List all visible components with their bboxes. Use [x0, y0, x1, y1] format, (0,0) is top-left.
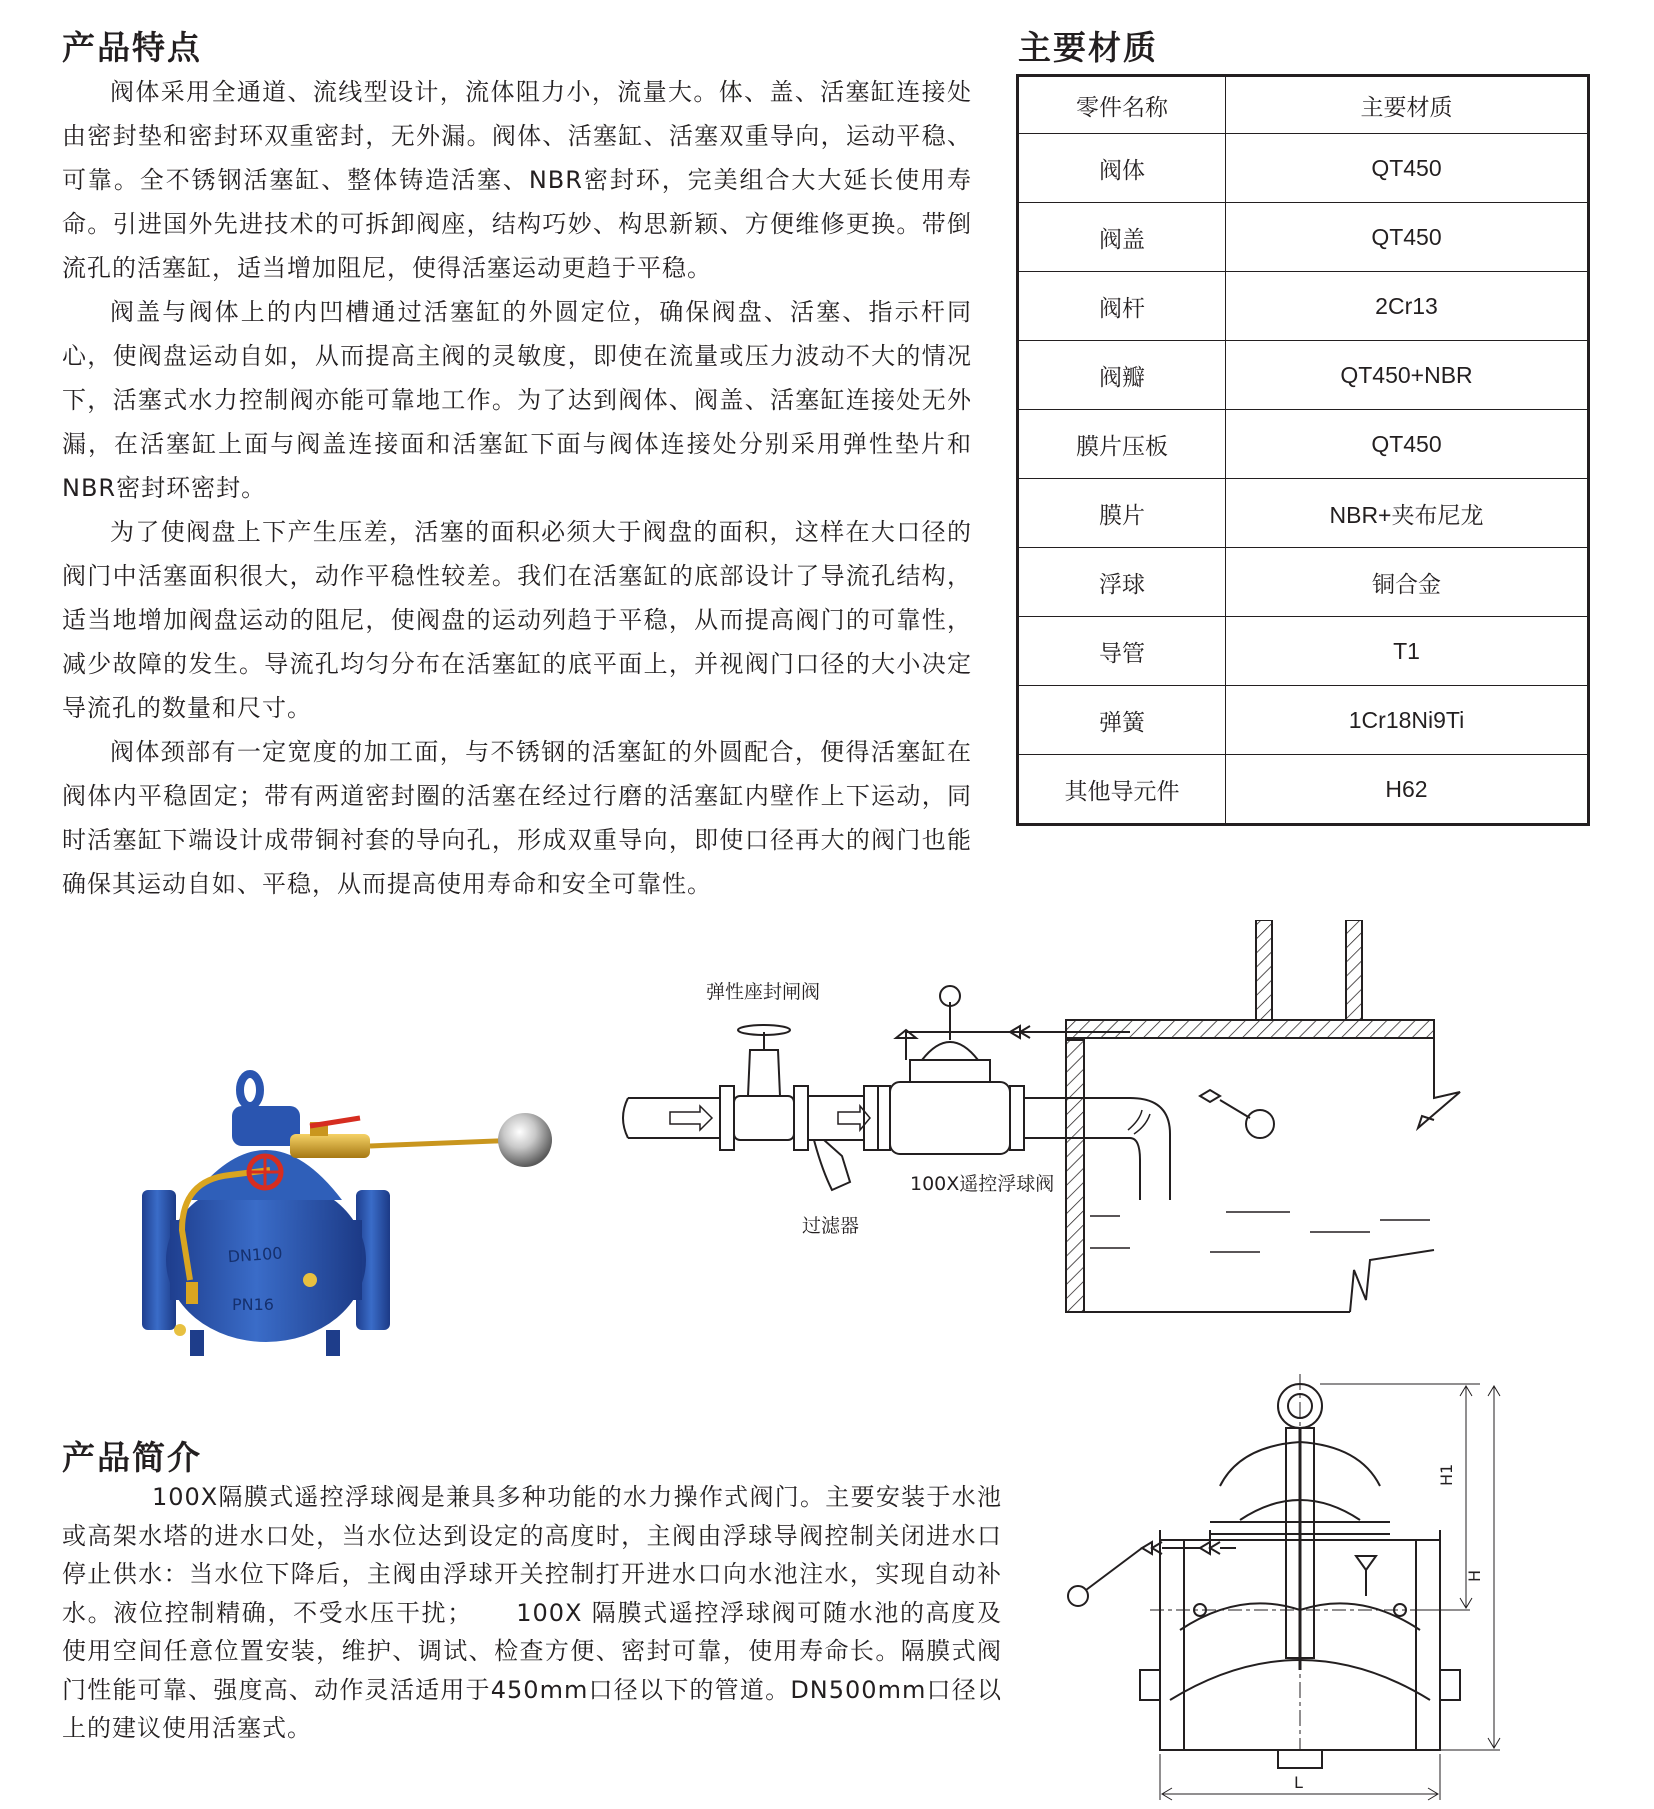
- filter: [814, 1140, 850, 1190]
- part-name-cell: 阀瓣: [1018, 341, 1226, 410]
- table-row: [1018, 479, 1589, 548]
- part-name-cell: 膜片: [1018, 479, 1226, 548]
- table-row: [1018, 134, 1589, 203]
- material-cell: QT450: [1226, 410, 1589, 479]
- float-ball: [498, 1113, 552, 1167]
- material-cell: 2Cr13: [1226, 272, 1589, 341]
- intro-text-part-2: 100X 隔膜式遥控浮球阀可随水池的高度及使用空间任意位置安装，维护、调试、检查方便、密封可靠，使用寿命长。隔膜式阀门性能可靠、强度高、动作灵活适用于450mm口径以下的管道。DN500mm口径以上的建议使用活塞式。: [62, 1598, 1002, 1742]
- material-cell: 1Cr18Ni9Ti: [1226, 686, 1589, 755]
- casting-mark-dn: DN100: [227, 1243, 284, 1267]
- part-name-cell: 阀体: [1018, 134, 1226, 203]
- intro-title: 产品简介: [62, 1438, 202, 1477]
- material-cell: T1: [1226, 617, 1589, 686]
- material-cell: QT450+NBR: [1226, 341, 1589, 410]
- label-gate-valve: 弹性座封闸阀: [706, 981, 821, 1003]
- label-float-valve: 100X遥控浮球阀: [910, 1173, 1055, 1195]
- header-part-name: 零件名称: [1018, 76, 1226, 134]
- table-row: [1018, 272, 1589, 341]
- flow-arrow: [670, 1106, 712, 1130]
- label-filter: 过滤器: [802, 1215, 860, 1237]
- float-valve-body: [890, 1082, 1010, 1154]
- features-paragraph-4: 阀体颈部有一定宽度的加工面，与不锈钢的活塞缸的外圆配合，便得活塞缸在阀体内平稳固定；带有两道密封圈的活塞在经过行磨的活塞缸内壁作上下运动，同时活塞缸下端设计成带铜衬套的导向孔，形成双重导向，即使口径再大的阀门也能确保其运动自如、平稳，从而提高使用寿命和安全可靠性。: [62, 738, 972, 898]
- gate-valve-flange-left: [720, 1086, 734, 1150]
- installation-diagram: [610, 920, 1570, 1320]
- features-paragraph-1: 阀体采用全通道、流线型设计，流体阻力小，流量大。体、盖、活塞缸连接处由密封垫和密封环双重密封，无外漏。阀体、活塞缸、活塞双重导向，运动平稳、可靠。全不锈钢活塞缸、整体铸造活塞、NBR密封环，完美组合大大延长使用寿命。引进国外先进技术的可拆卸阀座，结构巧妙、构思新颖、方便维修更换。带倒流孔的活塞缸，适当增加阻尼，使得活塞运动更趋于平稳。: [62, 78, 972, 282]
- intro-text: [62, 1478, 1002, 1748]
- tank-roof: [1066, 1020, 1434, 1038]
- material-cell: QT450: [1226, 134, 1589, 203]
- material-cell: 铜合金: [1226, 548, 1589, 617]
- part-name-cell: 膜片压板: [1018, 410, 1226, 479]
- tank-wall-left: [1066, 1040, 1084, 1312]
- gate-valve-flange-right: [794, 1086, 808, 1150]
- header-material: 主要材质: [1226, 76, 1589, 134]
- materials-table-header: [1018, 76, 1589, 134]
- casting-mark-pn: PN16: [232, 1295, 274, 1314]
- table-row: [1018, 755, 1589, 825]
- dim-label-l: L: [1294, 1773, 1303, 1792]
- materials-title: 主要材质: [1018, 28, 1158, 67]
- features-paragraph-3: 为了使阀盘上下产生压差，活塞的面积必须大于阀盘的面积，这样在大口径的阀门中活塞面积很大，动作平稳性较差。我们在活塞缸的底部设计了导流孔结构，适当地增加阀盘运动的阻尼，使阀盘的运动列趋于平稳，从而提高阀门的可靠性，减少故障的发生。导流孔均匀分布在活塞缸的底平面上，并视阀门口径的大小决定导流孔的数量和尺寸。: [62, 518, 972, 722]
- part-name-cell: 浮球: [1018, 548, 1226, 617]
- table-row: [1018, 617, 1589, 686]
- material-cell: QT450: [1226, 203, 1589, 272]
- table-row: [1018, 686, 1589, 755]
- tank-float-ball: [1246, 1110, 1274, 1138]
- product-photo-float-valve: [120, 1060, 580, 1400]
- section-drawing: [1060, 1370, 1580, 1806]
- intro-text-part-1: 100X隔膜式遥控浮球阀是兼具多种功能的水力操作式阀门。主要安装于水池或高架水塔的进水口处，当水位达到设定的高度时，主阀由浮球导阀控制关闭进水口停止供水：当水位下降后，主阀由浮球开关控制打开进水口向水池注水，实现自动补水。液位控制精确，不受水压干扰；: [62, 1483, 1002, 1627]
- features-paragraph-2: 阀盖与阀体上的内凹槽通过活塞缸的外圆定位，确保阀盘、活塞、指示杆同心，使阀盘运动自如，从而提高主阀的灵敏度，即使在流量或压力波动不大的情况下，活塞式水力控制阀亦能可靠地工作。为了达到阀体、阀盖、活塞缸连接处无外漏，在活塞缸上面与阀盖连接面和活塞缸下面与阀体连接处分别采用弹性垫片和NBR密封环密封。: [62, 298, 972, 502]
- material-cell: NBR+夹布尼龙: [1226, 479, 1589, 548]
- float-arm: [370, 1140, 520, 1146]
- part-name-cell: 弹簧: [1018, 686, 1226, 755]
- part-name-cell: 其他导元件: [1018, 755, 1226, 825]
- table-row: [1018, 410, 1589, 479]
- table-row: [1018, 341, 1589, 410]
- part-name-cell: 阀杆: [1018, 272, 1226, 341]
- dim-label-h1: H1: [1437, 1463, 1456, 1486]
- table-row: [1018, 548, 1589, 617]
- materials-table: [1016, 74, 1590, 826]
- table-row: [1018, 203, 1589, 272]
- brass-pilot-valve: [290, 1134, 370, 1158]
- material-cell: H62: [1226, 755, 1589, 825]
- features-title: 产品特点: [62, 28, 202, 67]
- section-float-ball: [1068, 1586, 1088, 1606]
- part-name-cell: 阀盖: [1018, 203, 1226, 272]
- part-name-cell: 导管: [1018, 617, 1226, 686]
- dim-label-h: H: [1465, 1569, 1484, 1582]
